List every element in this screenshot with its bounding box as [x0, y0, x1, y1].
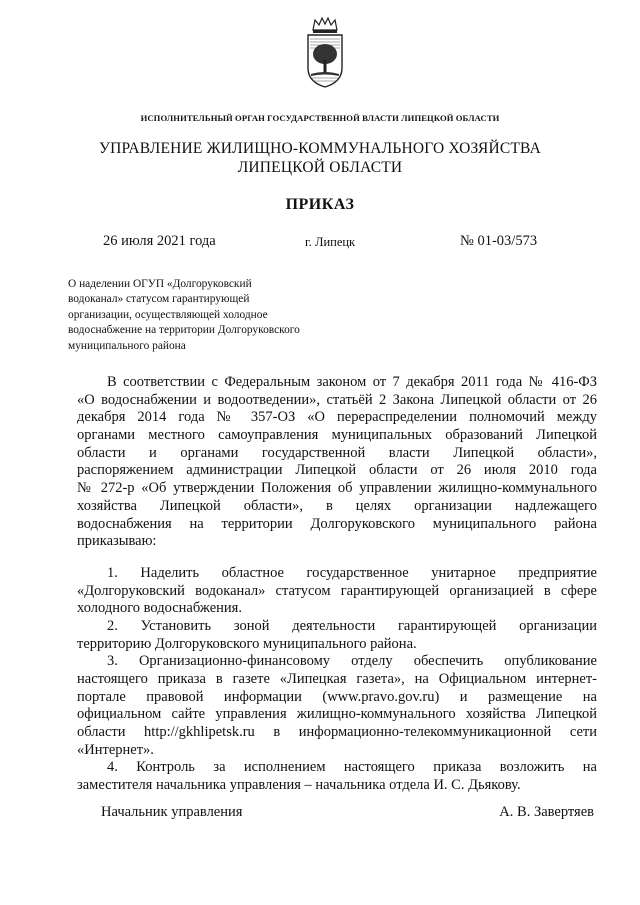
item-line: 2. Установить зоной деятельности гарантирующей организации	[107, 617, 597, 634]
preamble-line: № 272-р «Об утверждении Положения об управлении жилищно-коммунального	[77, 480, 597, 497]
item-line: заместителя начальника управления – начальника отдела И. С. Дьякову.	[77, 777, 521, 794]
item-line: области http://gkhlipetsk.ru в информационно-телекоммуникационной сети	[77, 724, 597, 741]
preamble-line: «О водоснабжении и водоотведении», статьёй 2 Закона Липецкой области от 26	[77, 391, 597, 408]
signatory-position: Начальник управления	[101, 804, 243, 820]
subject-line: муниципального района	[68, 339, 186, 352]
department-title-line: ЛИПЕЦКОЙ ОБЛАСТИ	[237, 159, 403, 176]
preamble-line: В соответствии с Федеральным законом от 7 декабря 2011 года № 416-ФЗ	[107, 374, 597, 390]
item-line: «Долгоруковский водоканал» статусом гарантирующей организацией в сфере	[77, 582, 597, 599]
document-type-title: ПРИКАЗ	[285, 196, 355, 213]
preamble-line: области и органами государственной власти Липецкой области»,	[77, 444, 597, 461]
item-line: холодного водоснабжения.	[77, 600, 242, 617]
item-line: территорию Долгоруковского муниципального района.	[77, 635, 417, 652]
preamble-line: хозяйства Липецкой области», в целях организации надлежащего	[77, 497, 597, 514]
order-item-1	[77, 565, 597, 618]
order-date: 26 июля 2021 года	[103, 233, 216, 249]
preamble-line: органами местного самоуправления муниципальных образований Липецкой	[77, 427, 597, 444]
preamble-line: распоряжением администрации Липецкой области от 26 июля 2010 года	[77, 462, 597, 479]
preamble	[77, 374, 597, 551]
item-line: 1. Наделить областное государственное унитарное предприятие	[107, 564, 597, 581]
order-city: г. Липецк	[305, 235, 356, 249]
item-line: официальном сайте управления жилищно-коммунального хозяйства Липецкой	[77, 706, 597, 723]
authority-name: ИСПОЛНИТЕЛЬНЫЙ ОРГАН ГОСУДАРСТВЕННОЙ ВЛАСТИ ЛИПЕЦКОЙ ОБЛАСТИ	[140, 113, 500, 123]
order-body	[77, 374, 597, 795]
subject-line: водоканал» статусом гарантирующей	[68, 293, 250, 306]
preamble-line: приказываю:	[77, 533, 157, 550]
item-line: настоящего приказа в газете «Липецкая газета», на Официальном интернет-	[77, 671, 597, 687]
item-line: 4. Контроль за исполнением настоящего приказа возложить на	[107, 759, 597, 776]
item-line: портале правовой информации (www.pravo.gov.ru) и размещение на	[77, 688, 597, 705]
item-line: 3. Организационно-финансовому отделу обеспечить опубликование	[107, 653, 597, 670]
subject-line: организации, осуществляющей холодное	[68, 308, 268, 321]
department-title-line: УПРАВЛЕНИЕ ЖИЛИЩНО-КОММУНАЛЬНОГО ХОЗЯЙСТВА	[98, 140, 541, 157]
subject-line: О наделении ОГУП «Долгоруковский	[68, 278, 252, 290]
order-item-3	[77, 653, 597, 759]
order-item-2	[77, 618, 597, 653]
subject-line: водоснабжение на территории Долгоруковского	[68, 324, 300, 337]
preamble-line: водоснабжения на территории Долгоруковского муниципального района	[77, 515, 597, 532]
order-subject	[68, 277, 328, 354]
item-line: «Интернет».	[77, 741, 154, 758]
order-number: № 01-03/573	[460, 233, 538, 249]
order-item-4	[77, 759, 597, 794]
department-title	[40, 139, 600, 177]
signatory-name: А. В. Завертяев	[499, 804, 594, 820]
lipetsk-coat-of-arms-icon	[300, 16, 350, 90]
preamble-line: декабря 2014 года № 357-ОЗ «О перераспределении полномочий между	[77, 409, 597, 426]
